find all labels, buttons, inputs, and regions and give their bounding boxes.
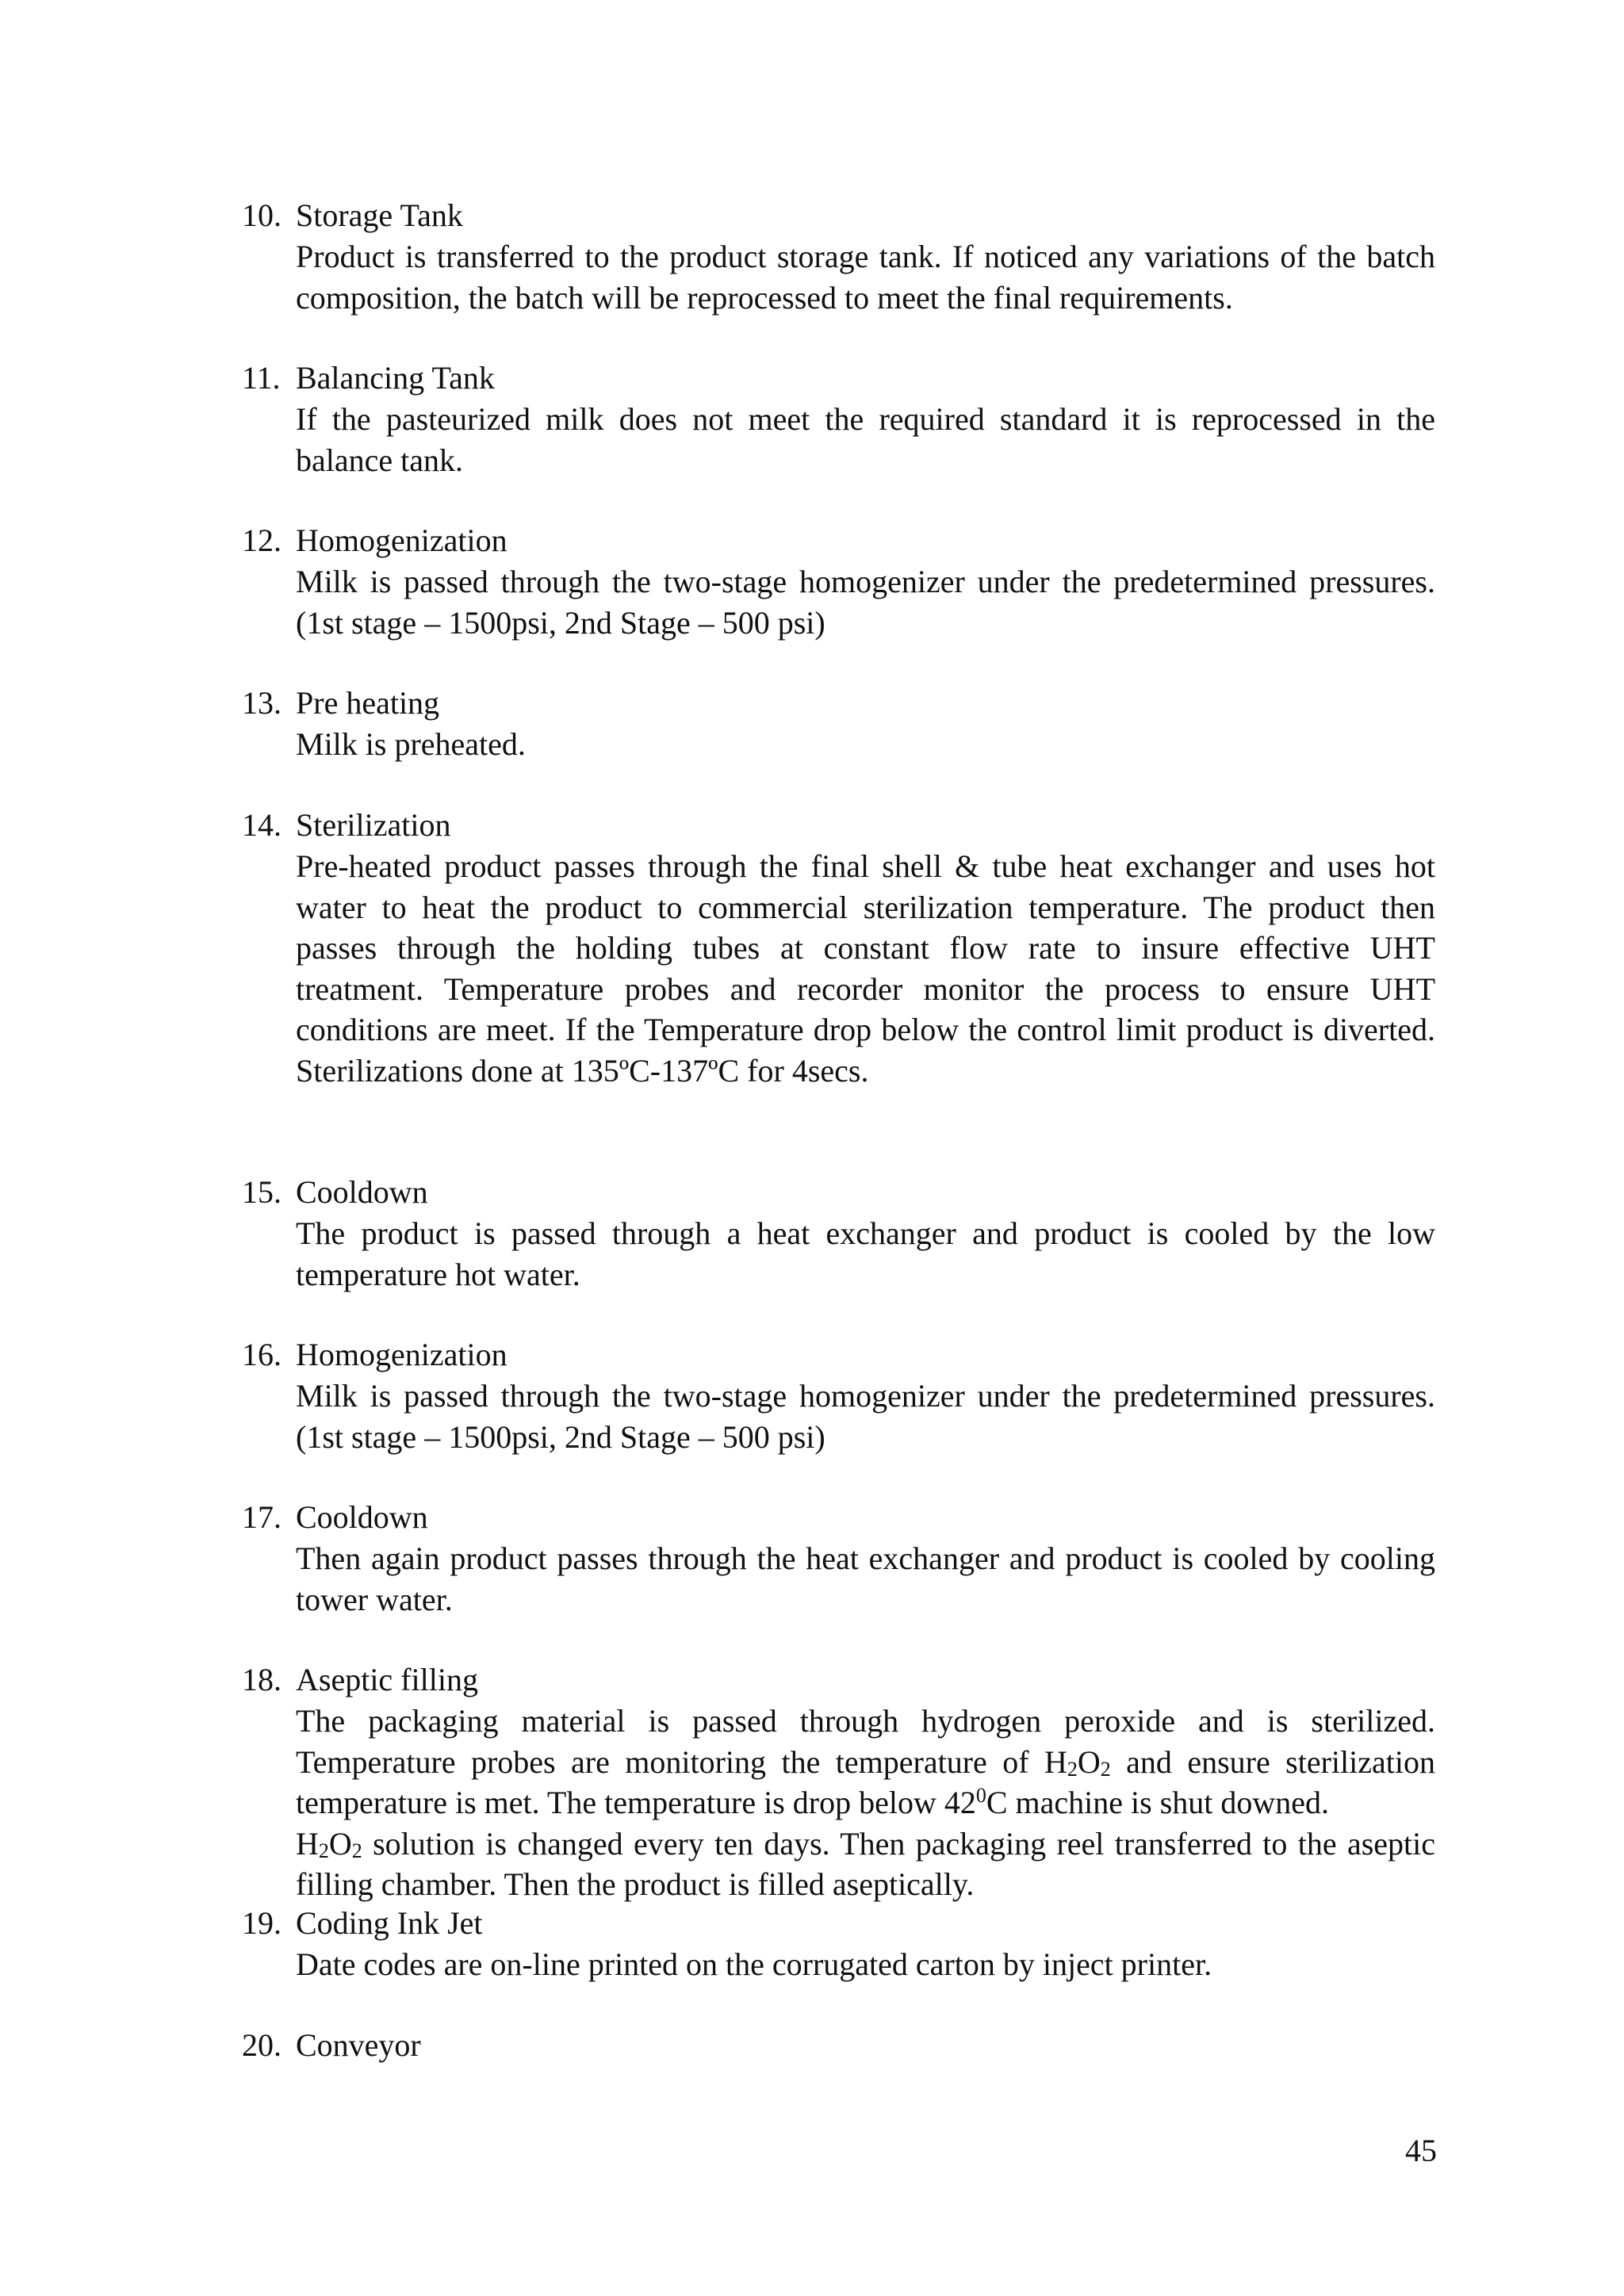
list-item-storage-tank bbox=[242, 195, 1435, 318]
item-number: 11. bbox=[242, 360, 281, 396]
text-run: C machine is shut downed. bbox=[986, 1785, 1330, 1820]
item-body bbox=[296, 846, 1435, 1091]
list-item-cooldown-2 bbox=[242, 1497, 1435, 1620]
item-body bbox=[296, 236, 1435, 318]
item-title: Pre heating bbox=[296, 685, 440, 721]
body-line bbox=[296, 1782, 1435, 1823]
item-number: 14. bbox=[242, 807, 282, 843]
body-line: Date codes are on-line printed on the corrugated carton by inject printer. bbox=[296, 1946, 1212, 1982]
item-heading bbox=[242, 1172, 1435, 1213]
body-line: Milk is passed through the two-stage homogenizer under the predetermined pressures. bbox=[296, 1378, 1435, 1414]
item-number: 16. bbox=[242, 1337, 282, 1372]
body-line: Then again product passes through the heat exchanger and product is cooled by cooling bbox=[296, 1540, 1435, 1576]
body-line: water to heat the product to commercial sterilization temperature. The product then bbox=[296, 889, 1435, 925]
item-number: 15. bbox=[242, 1174, 282, 1210]
body-line: temperature hot water. bbox=[296, 1256, 580, 1292]
body-line: treatment. Temperature probes and recorder monitor the process to ensure UHT bbox=[296, 970, 1435, 1007]
text-run: O bbox=[1077, 1743, 1101, 1780]
body-line: Milk is preheated. bbox=[296, 726, 526, 762]
body-line: tower water. bbox=[296, 1581, 453, 1617]
subscript: 2 bbox=[1067, 1757, 1078, 1781]
item-body bbox=[296, 1376, 1435, 1457]
text-run: H bbox=[296, 1825, 319, 1862]
page-number: 45 bbox=[1405, 2133, 1437, 2168]
list-item-aseptic-filling bbox=[242, 1659, 1435, 1905]
body-line: The product is passed through a heat exchanger and product is cooled by the low bbox=[296, 1215, 1435, 1251]
list-item-coding-ink-jet bbox=[242, 1903, 1435, 1985]
item-heading bbox=[242, 2025, 1435, 2066]
item-heading bbox=[242, 1659, 1435, 1701]
item-title: Homogenization bbox=[296, 522, 508, 558]
body-line: Milk is passed through the two-stage homogenizer under the predetermined pressures. bbox=[296, 564, 1435, 599]
list-item-sterilization bbox=[242, 805, 1435, 1091]
item-body bbox=[296, 1944, 1435, 1985]
item-title: Aseptic filling bbox=[296, 1662, 478, 1697]
superscript: 0 bbox=[975, 1784, 986, 1807]
body-line: The packaging material is passed through hydrogen peroxide and is sterilized. bbox=[296, 1703, 1435, 1739]
item-title: Cooldown bbox=[296, 1174, 428, 1210]
item-body bbox=[296, 561, 1435, 643]
body-line: Sterilizations done at 135ºC-137ºC for 4secs. bbox=[296, 1052, 869, 1089]
body-line: balance tank. bbox=[296, 442, 463, 478]
body-line bbox=[296, 1823, 1435, 1865]
body-line: conditions are meet. If the Temperature drop below the control limit product is diverted. bbox=[296, 1012, 1435, 1047]
body-line: (1st stage – 1500psi, 2nd Stage – 500 psi) bbox=[296, 604, 825, 641]
body-line: Product is transferred to the product storage tank. If noticed any variations of the batch bbox=[296, 239, 1435, 274]
item-title: Cooldown bbox=[296, 1499, 428, 1535]
text-run: O bbox=[328, 1825, 352, 1862]
body-line bbox=[296, 1742, 1435, 1783]
item-number: 20. bbox=[242, 2027, 282, 2063]
item-body bbox=[296, 1538, 1435, 1620]
item-heading bbox=[242, 520, 1435, 561]
item-title: Homogenization bbox=[296, 1337, 508, 1372]
item-heading bbox=[242, 1497, 1435, 1538]
text-run: Temperature probes are monitoring the temperature of H bbox=[296, 1743, 1067, 1780]
item-title: Balancing Tank bbox=[296, 360, 495, 396]
item-number: 17. bbox=[242, 1499, 282, 1535]
subscript: 2 bbox=[1100, 1757, 1111, 1781]
item-number: 13. bbox=[242, 685, 282, 721]
item-body bbox=[296, 1701, 1435, 1905]
item-body bbox=[296, 724, 1435, 765]
item-title: Conveyor bbox=[296, 2027, 421, 2063]
text-run: solution is changed every ten days. Then packaging reel transferred to the aseptic bbox=[362, 1825, 1435, 1862]
item-number: 18. bbox=[242, 1662, 282, 1697]
subscript: 2 bbox=[351, 1839, 362, 1862]
text-run: temperature is met. The temperature is drop below 42 bbox=[296, 1785, 976, 1820]
body-line: If the pasteurized milk does not meet the required standard it is reprocessed in the bbox=[296, 401, 1435, 437]
item-body bbox=[296, 399, 1435, 480]
list-item-conveyor bbox=[242, 2025, 1435, 2066]
list-item-homogenization bbox=[242, 520, 1435, 643]
item-title: Sterilization bbox=[296, 807, 451, 843]
body-line: filling chamber. Then the product is filled aseptically. bbox=[296, 1866, 975, 1902]
item-title: Storage Tank bbox=[296, 197, 463, 233]
body-line: passes through the holding tubes at constant flow rate to insure effective UHT bbox=[296, 930, 1435, 966]
list-item-homogenization-2 bbox=[242, 1334, 1435, 1457]
item-heading bbox=[242, 195, 1435, 236]
list-item-balancing-tank bbox=[242, 358, 1435, 480]
item-heading bbox=[242, 358, 1435, 399]
subscript: 2 bbox=[318, 1839, 329, 1862]
text-run: and ensure sterilization bbox=[1110, 1743, 1435, 1780]
list-item-pre-heating bbox=[242, 683, 1435, 765]
item-heading bbox=[242, 683, 1435, 724]
item-heading bbox=[242, 805, 1435, 846]
item-title: Coding Ink Jet bbox=[296, 1905, 483, 1941]
item-heading bbox=[242, 1334, 1435, 1376]
item-number: 10. bbox=[242, 197, 282, 233]
body-line: Pre-heated product passes through the final shell & tube heat exchanger and uses hot bbox=[296, 848, 1435, 884]
body-line: (1st stage – 1500psi, 2nd Stage – 500 psi) bbox=[296, 1418, 825, 1455]
list-item-cooldown bbox=[242, 1172, 1435, 1295]
item-number: 19. bbox=[242, 1905, 282, 1941]
item-number: 12. bbox=[242, 522, 282, 558]
item-heading bbox=[242, 1903, 1435, 1944]
body-line: composition, the batch will be reprocessed to meet the final requirements. bbox=[296, 279, 1233, 316]
item-body bbox=[296, 1213, 1435, 1295]
